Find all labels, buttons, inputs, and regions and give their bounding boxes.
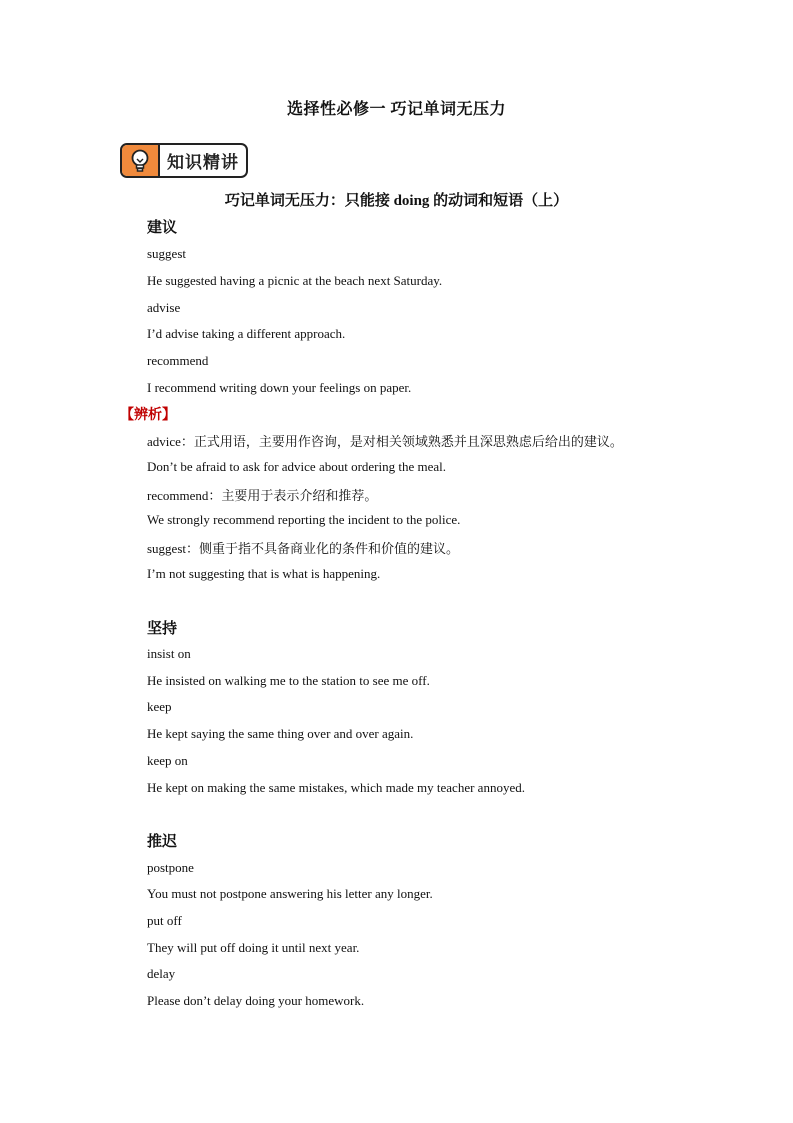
- analysis-line: recommend：主要用于表示介绍和推荐。: [147, 488, 378, 503]
- example-line: I’m not suggesting that is what is happening.: [147, 566, 381, 581]
- word-line: delay: [147, 966, 176, 981]
- badge-icon-box: [122, 145, 160, 176]
- word-line: insist on: [147, 646, 191, 661]
- group-heading-insist: 坚持: [147, 621, 178, 637]
- example-line: They will put off doing it until next year.: [147, 940, 360, 955]
- example-line: We strongly recommend reporting the incident to the police.: [147, 512, 461, 527]
- lightbulb-icon: [128, 148, 152, 174]
- example-line: He kept saying the same thing over and over again.: [147, 726, 414, 741]
- word-line: put off: [147, 913, 182, 928]
- example-line: I’d advise taking a different approach.: [147, 326, 346, 341]
- example-line: Please don’t delay doing your homework.: [147, 993, 365, 1008]
- analysis-tag: 【辨析】: [120, 408, 176, 423]
- example-line: He insisted on walking me to the station to see me off.: [147, 673, 430, 688]
- analysis-line: suggest：侧重于指不具备商业化的条件和价值的建议。: [147, 541, 460, 556]
- document-title: 选择性必修一 巧记单词无压力: [286, 101, 506, 118]
- example-line: He kept on making the same mistakes, which made my teacher annoyed.: [147, 780, 525, 795]
- group-heading-suggest: 建议: [147, 220, 178, 236]
- word-line: advise: [147, 300, 181, 315]
- word-line: keep: [147, 699, 172, 714]
- word-line: keep on: [147, 753, 188, 768]
- group-heading-postpone: 推迟: [147, 834, 178, 850]
- section-title: 巧记单词无压力：只能接 doing 的动词和短语（上）: [224, 193, 569, 209]
- badge-label: 知识精讲: [167, 153, 239, 173]
- word-line: recommend: [147, 353, 209, 368]
- example-line: You must not postpone answering his letter any longer.: [147, 886, 433, 901]
- example-line: He suggested having a picnic at the beach next Saturday.: [147, 273, 443, 288]
- example-line: I recommend writing down your feelings on paper.: [147, 380, 412, 395]
- knowledge-badge: [120, 143, 248, 178]
- word-line: suggest: [147, 246, 186, 261]
- example-line: Don’t be afraid to ask for advice about ordering the meal.: [147, 459, 447, 474]
- word-line: postpone: [147, 860, 194, 875]
- analysis-line: advice：正式用语，主要用作咨询，是对相关领域熟悉并且深思熟虑后给出的建议。: [147, 434, 623, 449]
